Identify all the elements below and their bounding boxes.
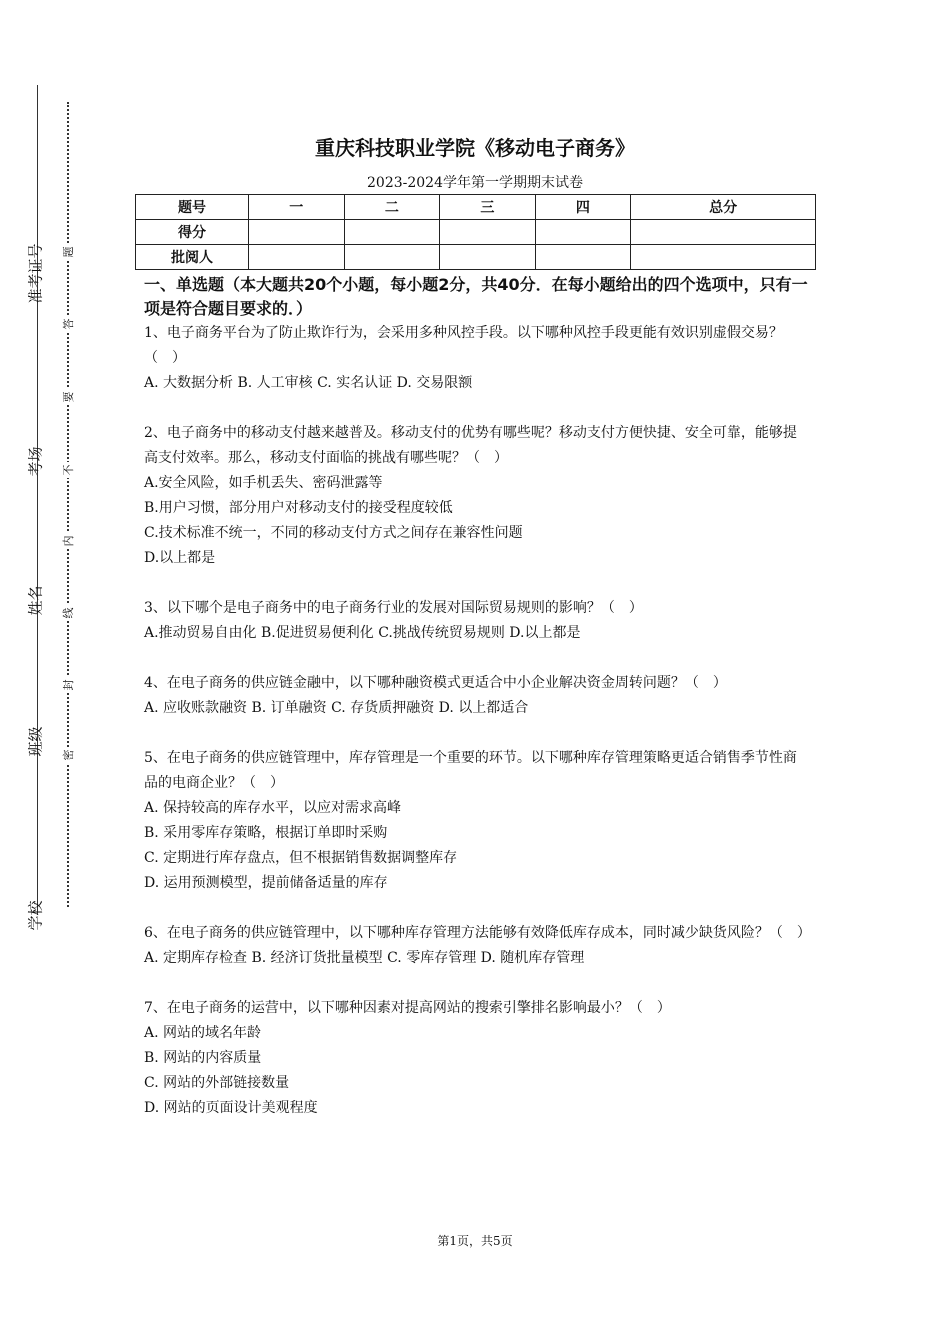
question-stem: 7、在电子商务的运营中，以下哪种因素对提高网站的搜索引擎排名影响最小？（ ） [144,1000,671,1016]
question-content [144,273,810,1121]
seal-char: 要 [60,389,76,405]
school-label: 学校 [26,900,45,931]
question-option: B. 采用零库存策略，根据订单即时采购 [144,825,388,841]
question-stem: 3、以下哪个是电子商务中的电子商务行业的发展对国际贸易规则的影响？（ ） [144,600,643,616]
question-stem: 5、在电子商务的供应链管理中，库存管理是一个重要的环节。以下哪种库存管理策略更适合销售季节性商品的电商企业？（ ） [144,750,797,791]
question-option: D. 网站的页面设计美观程度 [144,1100,318,1116]
score-table-header: 四 [535,195,631,220]
seal-char: 封 [60,677,76,693]
question-options: A. 应收账款融资 B. 订单融资 C. 存货质押融资 D. 以上都适合 [144,700,529,716]
score-table-row [136,245,816,270]
seal-char: 答 [60,316,76,332]
seal-char: 题 [60,244,76,260]
question-options: A. 大数据分析 B. 人工审核 C. 实名认证 D. 交易限额 [144,375,473,391]
score-row-label: 批阅人 [136,245,249,270]
score-cell[interactable] [631,220,816,245]
student-name-label: 姓名 [26,585,45,616]
score-cell[interactable] [535,220,631,245]
grader-cell[interactable] [440,245,536,270]
binding-margin [0,0,100,1344]
question-stem: 4、在电子商务的供应链金融中，以下哪种融资模式更适合中小企业解决资金周转问题？（ ） [144,675,727,691]
grader-cell[interactable] [631,245,816,270]
question-options: A. 定期库存检查 B. 经济订货批量模型 C. 零库存管理 D. 随机库存管理 [144,950,585,966]
question-stem: 6、在电子商务的供应链管理中，以下哪种库存管理方法能够有效降低库存成本，同时减少缺货风险？（ ） [144,925,811,941]
exam-title: 重庆科技职业学院《移动电子商务》 [315,136,635,160]
question-option: D. 运用预测模型，提前储备适量的库存 [144,875,388,891]
exam-id-label: 准考证号 [26,243,45,304]
score-table-header-row [136,195,816,220]
score-table [135,194,816,270]
score-table-header: 一 [249,195,345,220]
question-options: A.推动贸易自由化 B.促进贸易便利化 C.挑战传统贸易规则 D.以上都是 [144,625,581,641]
score-cell[interactable] [249,220,345,245]
question-stem: 1、电子商务平台为了防止欺诈行为，会采用多种风控手段。以下哪种风控手段更能有效识别虚假交易？（ ） [144,325,783,366]
score-table-header: 总分 [631,195,816,220]
question-option: A.安全风险，如手机丢失、密码泄露等 [144,475,383,491]
seal-dotted-line [67,102,69,907]
question-option: D.以上都是 [144,550,216,566]
question-option: C. 定期进行库存盘点，但不根据销售数据调整库存 [144,850,458,866]
score-cell[interactable] [344,220,440,245]
seal-char: 密 [60,747,76,763]
class-label: 班级 [26,726,45,757]
question-option: C.技术标准不统一，不同的移动支付方式之间存在兼容性问题 [144,525,523,541]
grader-cell[interactable] [344,245,440,270]
question-option: A. 保持较高的库存水平，以应对需求高峰 [144,800,402,816]
score-table-header: 题号 [136,195,249,220]
section-heading: 一、单选题（本大题共20个小题，每小题2分，共40分．在每小题给出的四个选项中，只有一项是符合题目要求的．） [144,275,808,318]
seal-char: 线 [60,605,76,621]
question-option: B.用户习惯，部分用户对移动支付的接受程度较低 [144,500,453,516]
score-table-row [136,220,816,245]
score-table-header: 二 [344,195,440,220]
binding-solid-line [37,85,38,915]
page-footer: 第1页，共5页 [437,1234,513,1248]
grader-cell[interactable] [249,245,345,270]
question-option: B. 网站的内容质量 [144,1050,262,1066]
question-stem: 2、电子商务中的移动支付越来越普及。移动支付的优势有哪些呢？移动支付方便快捷、安全可靠，能够提高支付效率。那么，移动支付面临的挑战有哪些呢？（ ） [144,425,797,466]
question-option: C. 网站的外部链接数量 [144,1075,290,1091]
question-option: A. 网站的域名年龄 [144,1025,262,1041]
score-cell[interactable] [440,220,536,245]
score-table-header: 三 [440,195,536,220]
exam-room-label: 考场 [26,446,45,477]
seal-char: 不 [60,462,76,478]
grader-cell[interactable] [535,245,631,270]
seal-char: 内 [60,533,76,549]
exam-subtitle: 2023-2024学年第一学期期末试卷 [367,175,583,191]
score-row-label: 得分 [136,220,249,245]
